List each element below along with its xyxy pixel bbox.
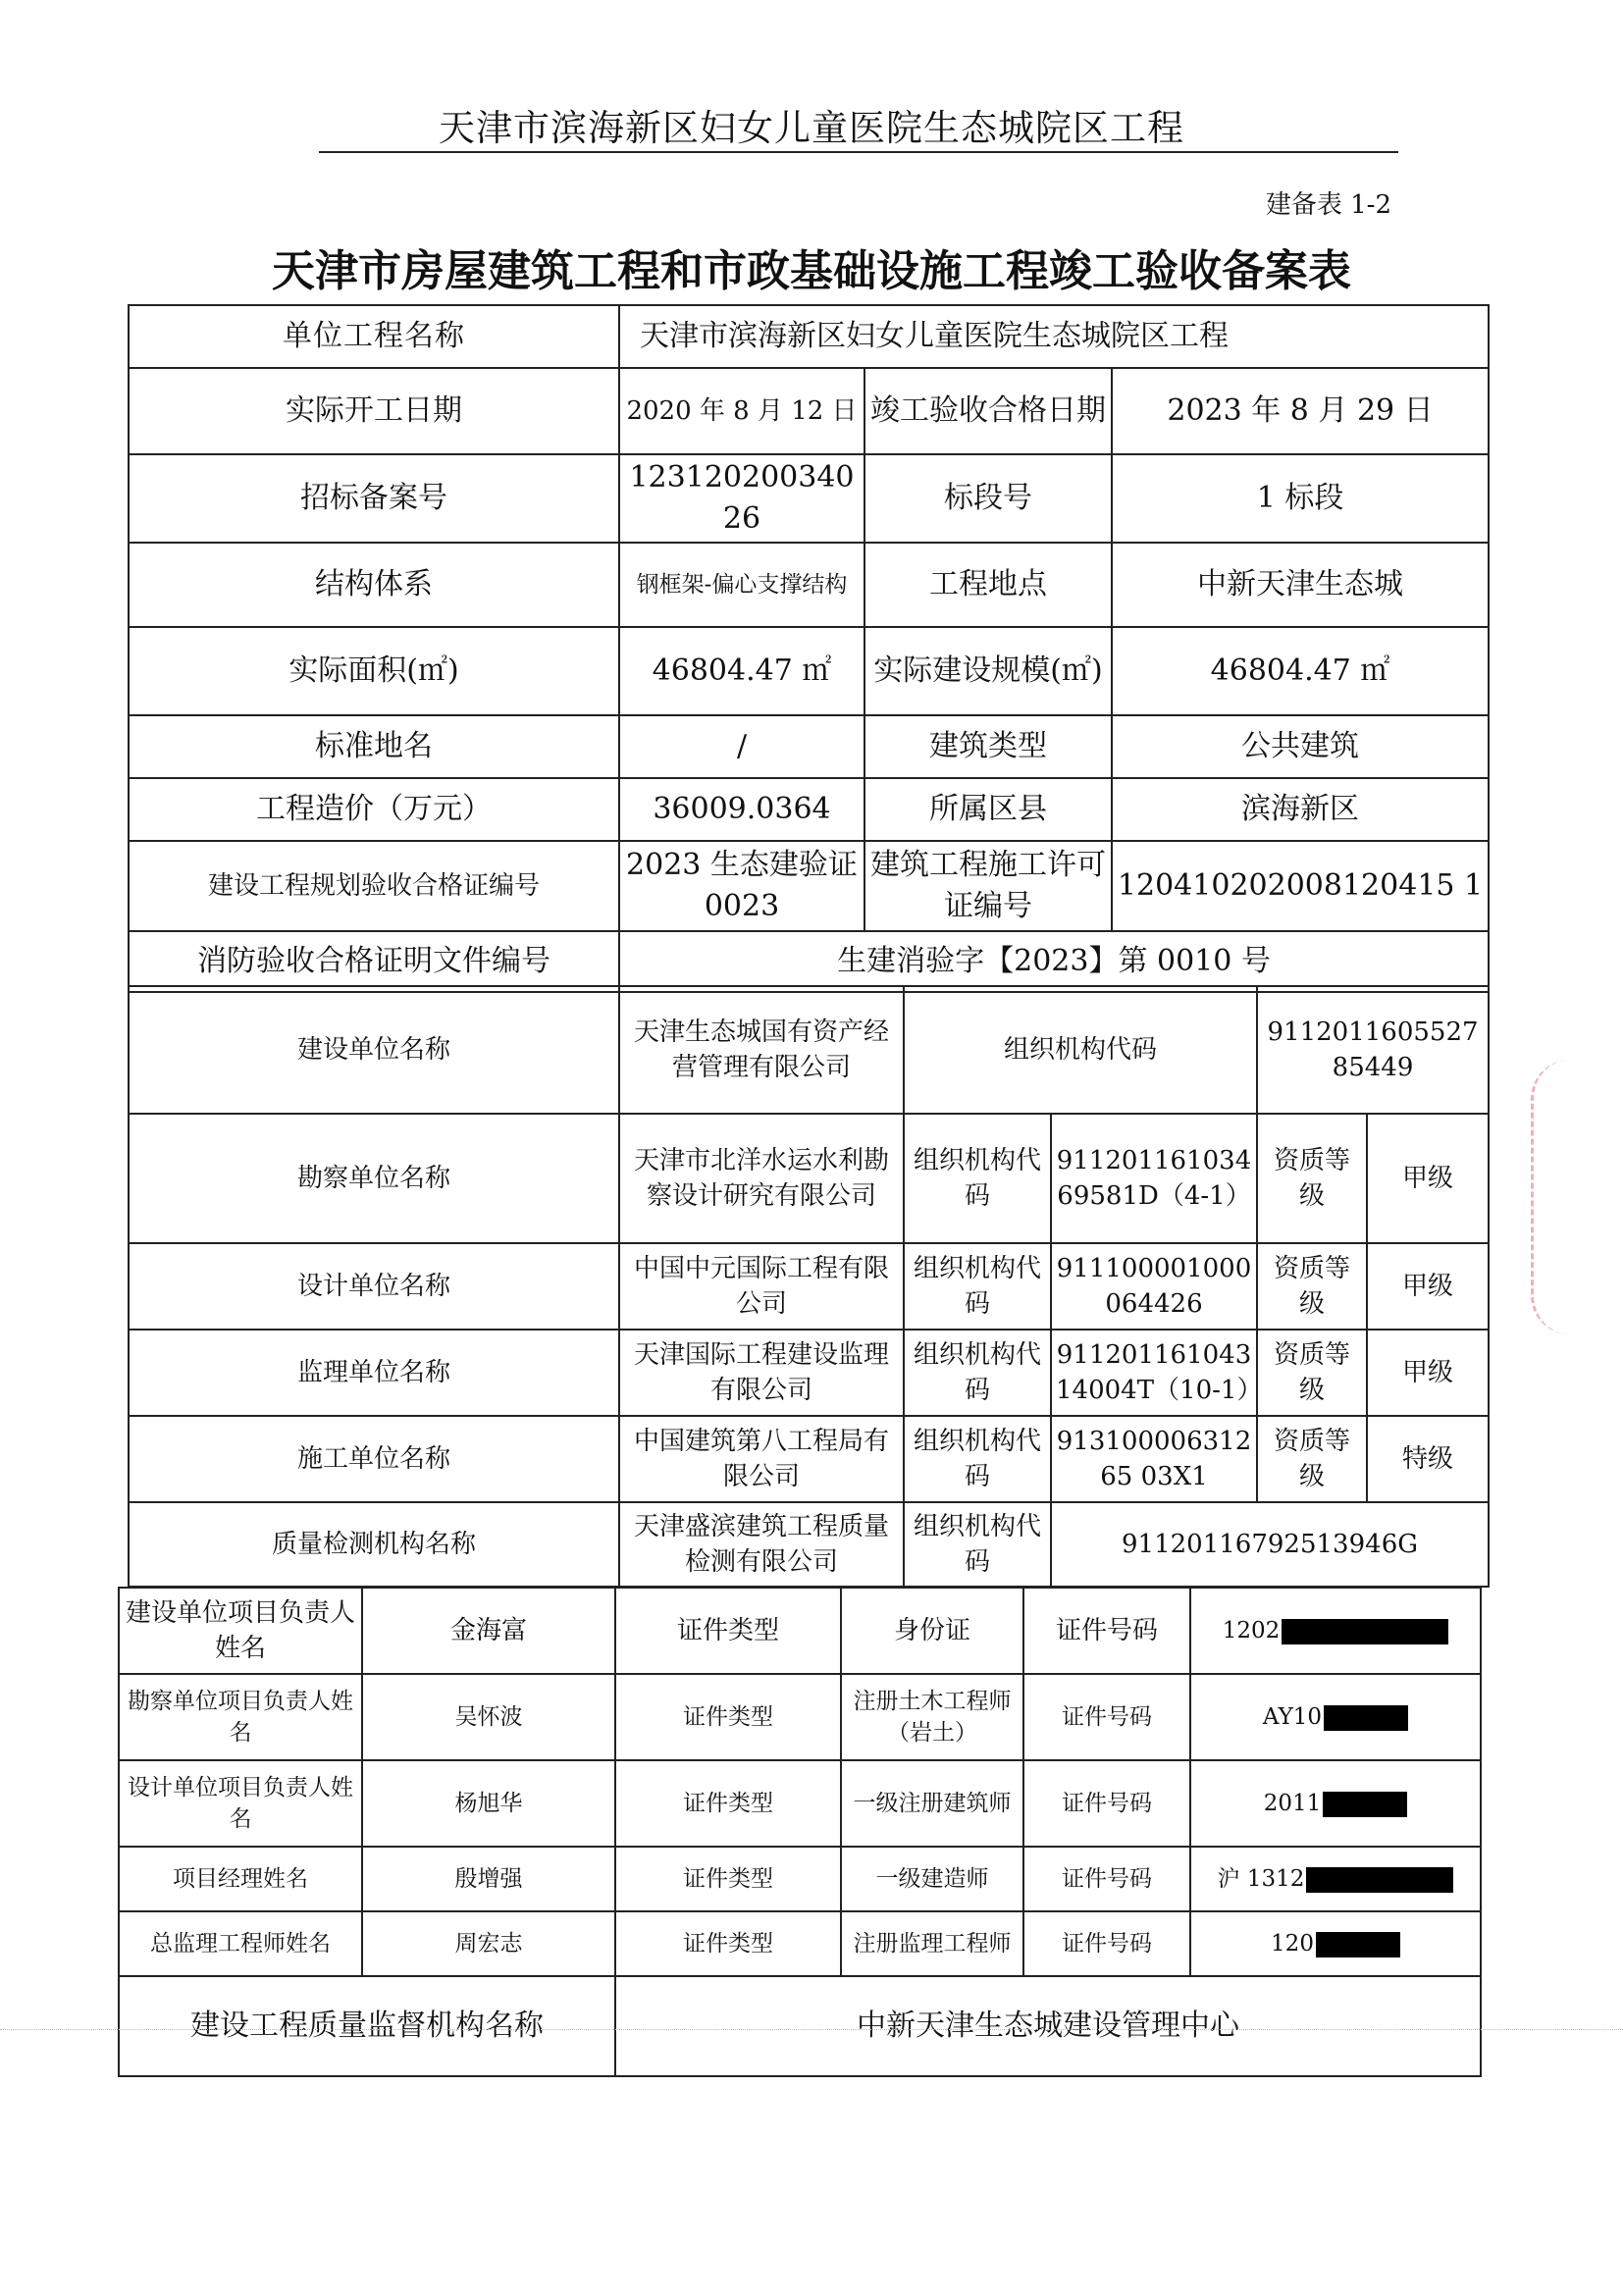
person-role: 设计单位项目负责人姓名 [119,1760,362,1847]
cert-no-label: 证件号码 [1023,1588,1190,1674]
scale-value: 46804.47 ㎡ [1112,627,1489,715]
person-role: 建设单位项目负责人姓名 [119,1588,362,1674]
design-grade: 甲级 [1367,1243,1489,1330]
survey-org-code: 91120116103469581D（4-1） [1051,1114,1257,1243]
persons-table [118,1587,1482,2077]
contractor-grade: 特级 [1367,1416,1489,1502]
person-role: 勘察单位项目负责人姓名 [119,1674,362,1760]
cert-no-label: 证件号码 [1023,1911,1190,1976]
survey-qual-label: 资质等级 [1257,1114,1367,1243]
person-role: 总监理工程师姓名 [119,1911,362,1976]
section-label: 标段号 [864,454,1112,543]
redaction-bar [1282,1619,1448,1644]
cert-no-prefix: 2011 [1263,1790,1322,1816]
fire-cert-label: 消防验收合格证明文件编号 [129,931,619,992]
scan-artifact-line [0,2029,1623,2030]
redaction-bar [1323,1792,1407,1817]
person-cert-no [1190,1847,1481,1911]
name-label: 单位工程名称 [129,305,619,368]
contractor-label: 施工单位名称 [129,1416,619,1502]
area-label: 实际面积(㎡) [129,627,619,715]
testing-name: 天津盛滨建筑工程质量检测有限公司 [619,1502,904,1587]
red-seal-stamp [1531,1060,1622,1334]
person-cert-type: 一级建造师 [841,1847,1023,1911]
person-role: 项目经理姓名 [119,1847,362,1911]
contractor-qual-label: 资质等级 [1257,1416,1367,1502]
supervision-name: 天津国际工程建设监理有限公司 [619,1330,904,1416]
testing-label: 质量检测机构名称 [129,1502,619,1587]
district-value: 滨海新区 [1112,778,1489,841]
std-name-label: 标准地名 [129,715,619,778]
builder-label: 建设单位名称 [129,986,619,1114]
supervision-org-code: 91120116104314004T（10-1） [1051,1330,1257,1416]
contractor-name: 中国建筑第八工程局有限公司 [619,1416,904,1502]
design-qual-label: 资质等级 [1257,1243,1367,1330]
builder-org-code-label: 组织机构代码 [904,986,1257,1114]
form-title: 天津市房屋建筑工程和市政基础设施工程竣工验收备案表 [272,246,1351,296]
section-value: 1 标段 [1112,454,1489,543]
structure-value: 钢框架-偏心支撑结构 [619,543,864,627]
structure-label: 结构体系 [129,543,619,627]
name-value: 天津市滨海新区妇女儿童医院生态城院区工程 [619,305,1489,368]
planning-cert-label: 建设工程规划验收合格证编号 [129,841,619,931]
person-cert-type: 注册土木工程师（岩土） [841,1674,1023,1760]
redaction-bar [1324,1705,1408,1731]
testing-org-code-label: 组织机构代码 [904,1502,1051,1587]
completion-date-value: 2023 年 8 月 29 日 [1112,368,1489,454]
project-header-title: 天津市滨海新区妇女儿童医院生态城院区工程 [439,107,1184,149]
person-cert-type: 一级注册建筑师 [841,1760,1023,1847]
contractor-org-code: 91310000631265 03X1 [1051,1416,1257,1502]
redaction-bar [1316,1932,1400,1957]
form-code: 建备表 1-2 [1265,190,1391,220]
start-date-label: 实际开工日期 [129,368,619,454]
survey-grade: 甲级 [1367,1114,1489,1243]
person-cert-no [1190,1760,1481,1847]
supervisor-org-value: 中新天津生态城建设管理中心 [615,1976,1481,2076]
std-name-value: / [619,715,864,778]
planning-cert-value: 2023 生态建验证 0023 [619,841,864,931]
cert-no-prefix: 沪 1312 [1217,1865,1305,1892]
design-label: 设计单位名称 [129,1243,619,1330]
fire-cert-value: 生建消验字【2023】第 0010 号 [619,931,1489,992]
person-name: 金海富 [362,1588,615,1674]
cert-no-label: 证件号码 [1023,1760,1190,1847]
person-cert-type: 注册监理工程师 [841,1911,1023,1976]
person-cert-type: 身份证 [841,1588,1023,1674]
district-label: 所属区县 [864,778,1112,841]
header-divider [319,151,1398,153]
cert-no-label: 证件号码 [1023,1847,1190,1911]
supervision-qual-label: 资质等级 [1257,1330,1367,1416]
cert-type-label: 证件类型 [615,1674,841,1760]
bid-record-label: 招标备案号 [129,454,619,543]
cert-type-label: 证件类型 [615,1760,841,1847]
supervision-org-code-label: 组织机构代码 [904,1330,1051,1416]
building-type-label: 建筑类型 [864,715,1112,778]
completion-date-label: 竣工验收合格日期 [864,368,1112,454]
supervision-label: 监理单位名称 [129,1330,619,1416]
building-type-value: 公共建筑 [1112,715,1489,778]
cert-type-label: 证件类型 [615,1588,841,1674]
redaction-bar [1306,1867,1453,1893]
construction-permit-label: 建筑工程施工许可证编号 [864,841,1112,931]
builder-org-code: 911201160552785449 [1257,986,1489,1114]
location-value: 中新天津生态城 [1112,543,1489,627]
builder-name: 天津生态城国有资产经营管理有限公司 [619,986,904,1114]
person-name: 周宏志 [362,1911,615,1976]
person-cert-no [1190,1674,1481,1760]
units-table [128,985,1490,1588]
start-date-value: 2020 年 8 月 12 日 [619,368,864,454]
project-info-table [128,304,1490,993]
testing-org-code: 91120116792513946G [1051,1502,1489,1587]
area-value: 46804.47 ㎡ [619,627,864,715]
cert-no-prefix: AY10 [1262,1703,1323,1730]
survey-org-code-label: 组织机构代码 [904,1114,1051,1243]
person-cert-no [1190,1588,1481,1674]
scale-label: 实际建设规模(㎡) [864,627,1112,715]
cert-no-label: 证件号码 [1023,1674,1190,1760]
cert-type-label: 证件类型 [615,1847,841,1911]
person-cert-no [1190,1911,1481,1976]
survey-name: 天津市北洋水运水利勘察设计研究有限公司 [619,1114,904,1243]
contractor-org-code-label: 组织机构代码 [904,1416,1051,1502]
design-name: 中国中元国际工程有限公司 [619,1243,904,1330]
survey-label: 勘察单位名称 [129,1114,619,1243]
bid-record-value: 12312020034026 [619,454,864,543]
cost-value: 36009.0364 [619,778,864,841]
person-name: 吴怀波 [362,1674,615,1760]
design-org-code: 911100001000064426 [1051,1243,1257,1330]
supervision-grade: 甲级 [1367,1330,1489,1416]
person-name: 杨旭华 [362,1760,615,1847]
supervisor-org-label: 建设工程质量监督机构名称 [119,1976,615,2076]
cert-no-prefix: 120 [1271,1930,1314,1957]
design-org-code-label: 组织机构代码 [904,1243,1051,1330]
construction-permit-value: 120410202008120415 1 [1112,841,1489,931]
cert-type-label: 证件类型 [615,1911,841,1976]
cert-no-prefix: 1202 [1222,1617,1281,1644]
location-label: 工程地点 [864,543,1112,627]
cost-label: 工程造价（万元） [129,778,619,841]
person-name: 殷增强 [362,1847,615,1911]
